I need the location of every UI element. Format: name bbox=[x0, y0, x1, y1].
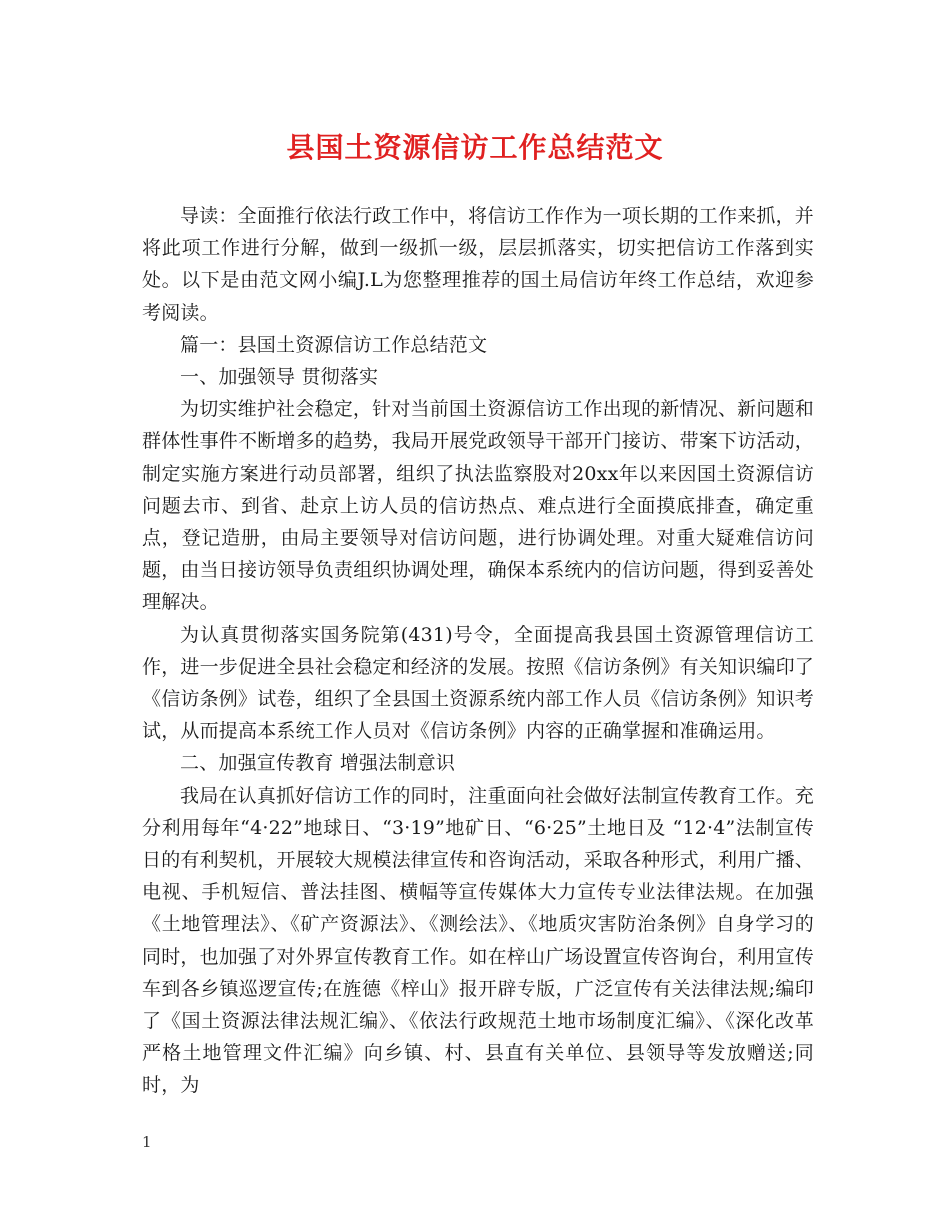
paragraph-heading-1: 一、加强领导 贯彻落实 bbox=[180, 366, 379, 389]
page-number: 1 bbox=[142, 1133, 152, 1151]
paragraph-section-heading: 篇一：县国土资源信访工作总结范文 bbox=[180, 333, 488, 356]
document-title: 县国土资源信访工作总结范文 bbox=[286, 131, 664, 164]
paragraph-heading-2: 二、加强宣传教育 增强法制意识 bbox=[180, 752, 456, 775]
paragraph-body-2: 为认真贯彻落实国务院第(431)号令，全面提高我县国土资源管理信访工作，进一步促进全县社会稳定和经济的发展。按照《信访条例》有关知识编印了《信访条例》试卷，组织了全县国土资源系统内部工作人员《信访条例》知识考试，从而提高本系统工作人员对《信访条例》内容的正确掌握和准确运用。 bbox=[142, 623, 815, 743]
document-body bbox=[142, 200, 814, 1102]
paragraph-body-3: 我局在认真抓好信访工作的同时，注重面向社会做好法制宣传教育工作。充分利用每年“4·22”地球日、“3·19”地矿日、“6·25”土地日及 “12·4”法制宣传日的有利契机，开展较大规模法律宣传和咨询活动，采取各种形式，利用广播、电视、手机短信、普法挂图、横幅等宣传媒体大力宣传专业法律法规。在加强《土地管理法》、《矿产资源法》、《测绘法》、《地质灾害防治条例》自身学习的同时，也加强了对外界宣传教育工作。如在梓山广场设置宣传咨询台，利用宣传车到各乡镇巡逻宣传;在旌德《梓山》报开辟专版，广泛宣传有关法律法规;编印了《国土资源法律法规汇编》、《依法行政规范土地市场制度汇编》、《深化改革严格土地管理文件汇编》向乡镇、村、县直有关单位、县领导等发放赠送;同时，为 bbox=[142, 784, 815, 1097]
paragraph-intro: 导读：全面推行依法行政工作中，将信访工作作为一项长期的工作来抓，并将此项工作进行分解，做到一级抓一级，层层抓落实，切实把信访工作落到实处。以下是由范文网小编J.L为您整理推荐的国土局信访年终工作总结，欢迎参考阅读。 bbox=[142, 205, 814, 324]
paragraph-body-1: 为切实维护社会稳定，针对当前国土资源信访工作出现的新情况、新问题和群体性事件不断增多的趋势，我局开展党政领导干部开门接访、带案下访活动，制定实施方案进行动员部署，组织了执法监察股对20xx年以来因国土资源信访问题去市、到省、赴京上访人员的信访热点、难点进行全面摸底排查，确定重点，登记造册，由局主要领导对信访问题，进行协调处理。对重大疑难信访问题，由当日接访领导负责组织协调处理，确保本系统内的信访问题，得到妥善处理解决。 bbox=[142, 398, 815, 614]
